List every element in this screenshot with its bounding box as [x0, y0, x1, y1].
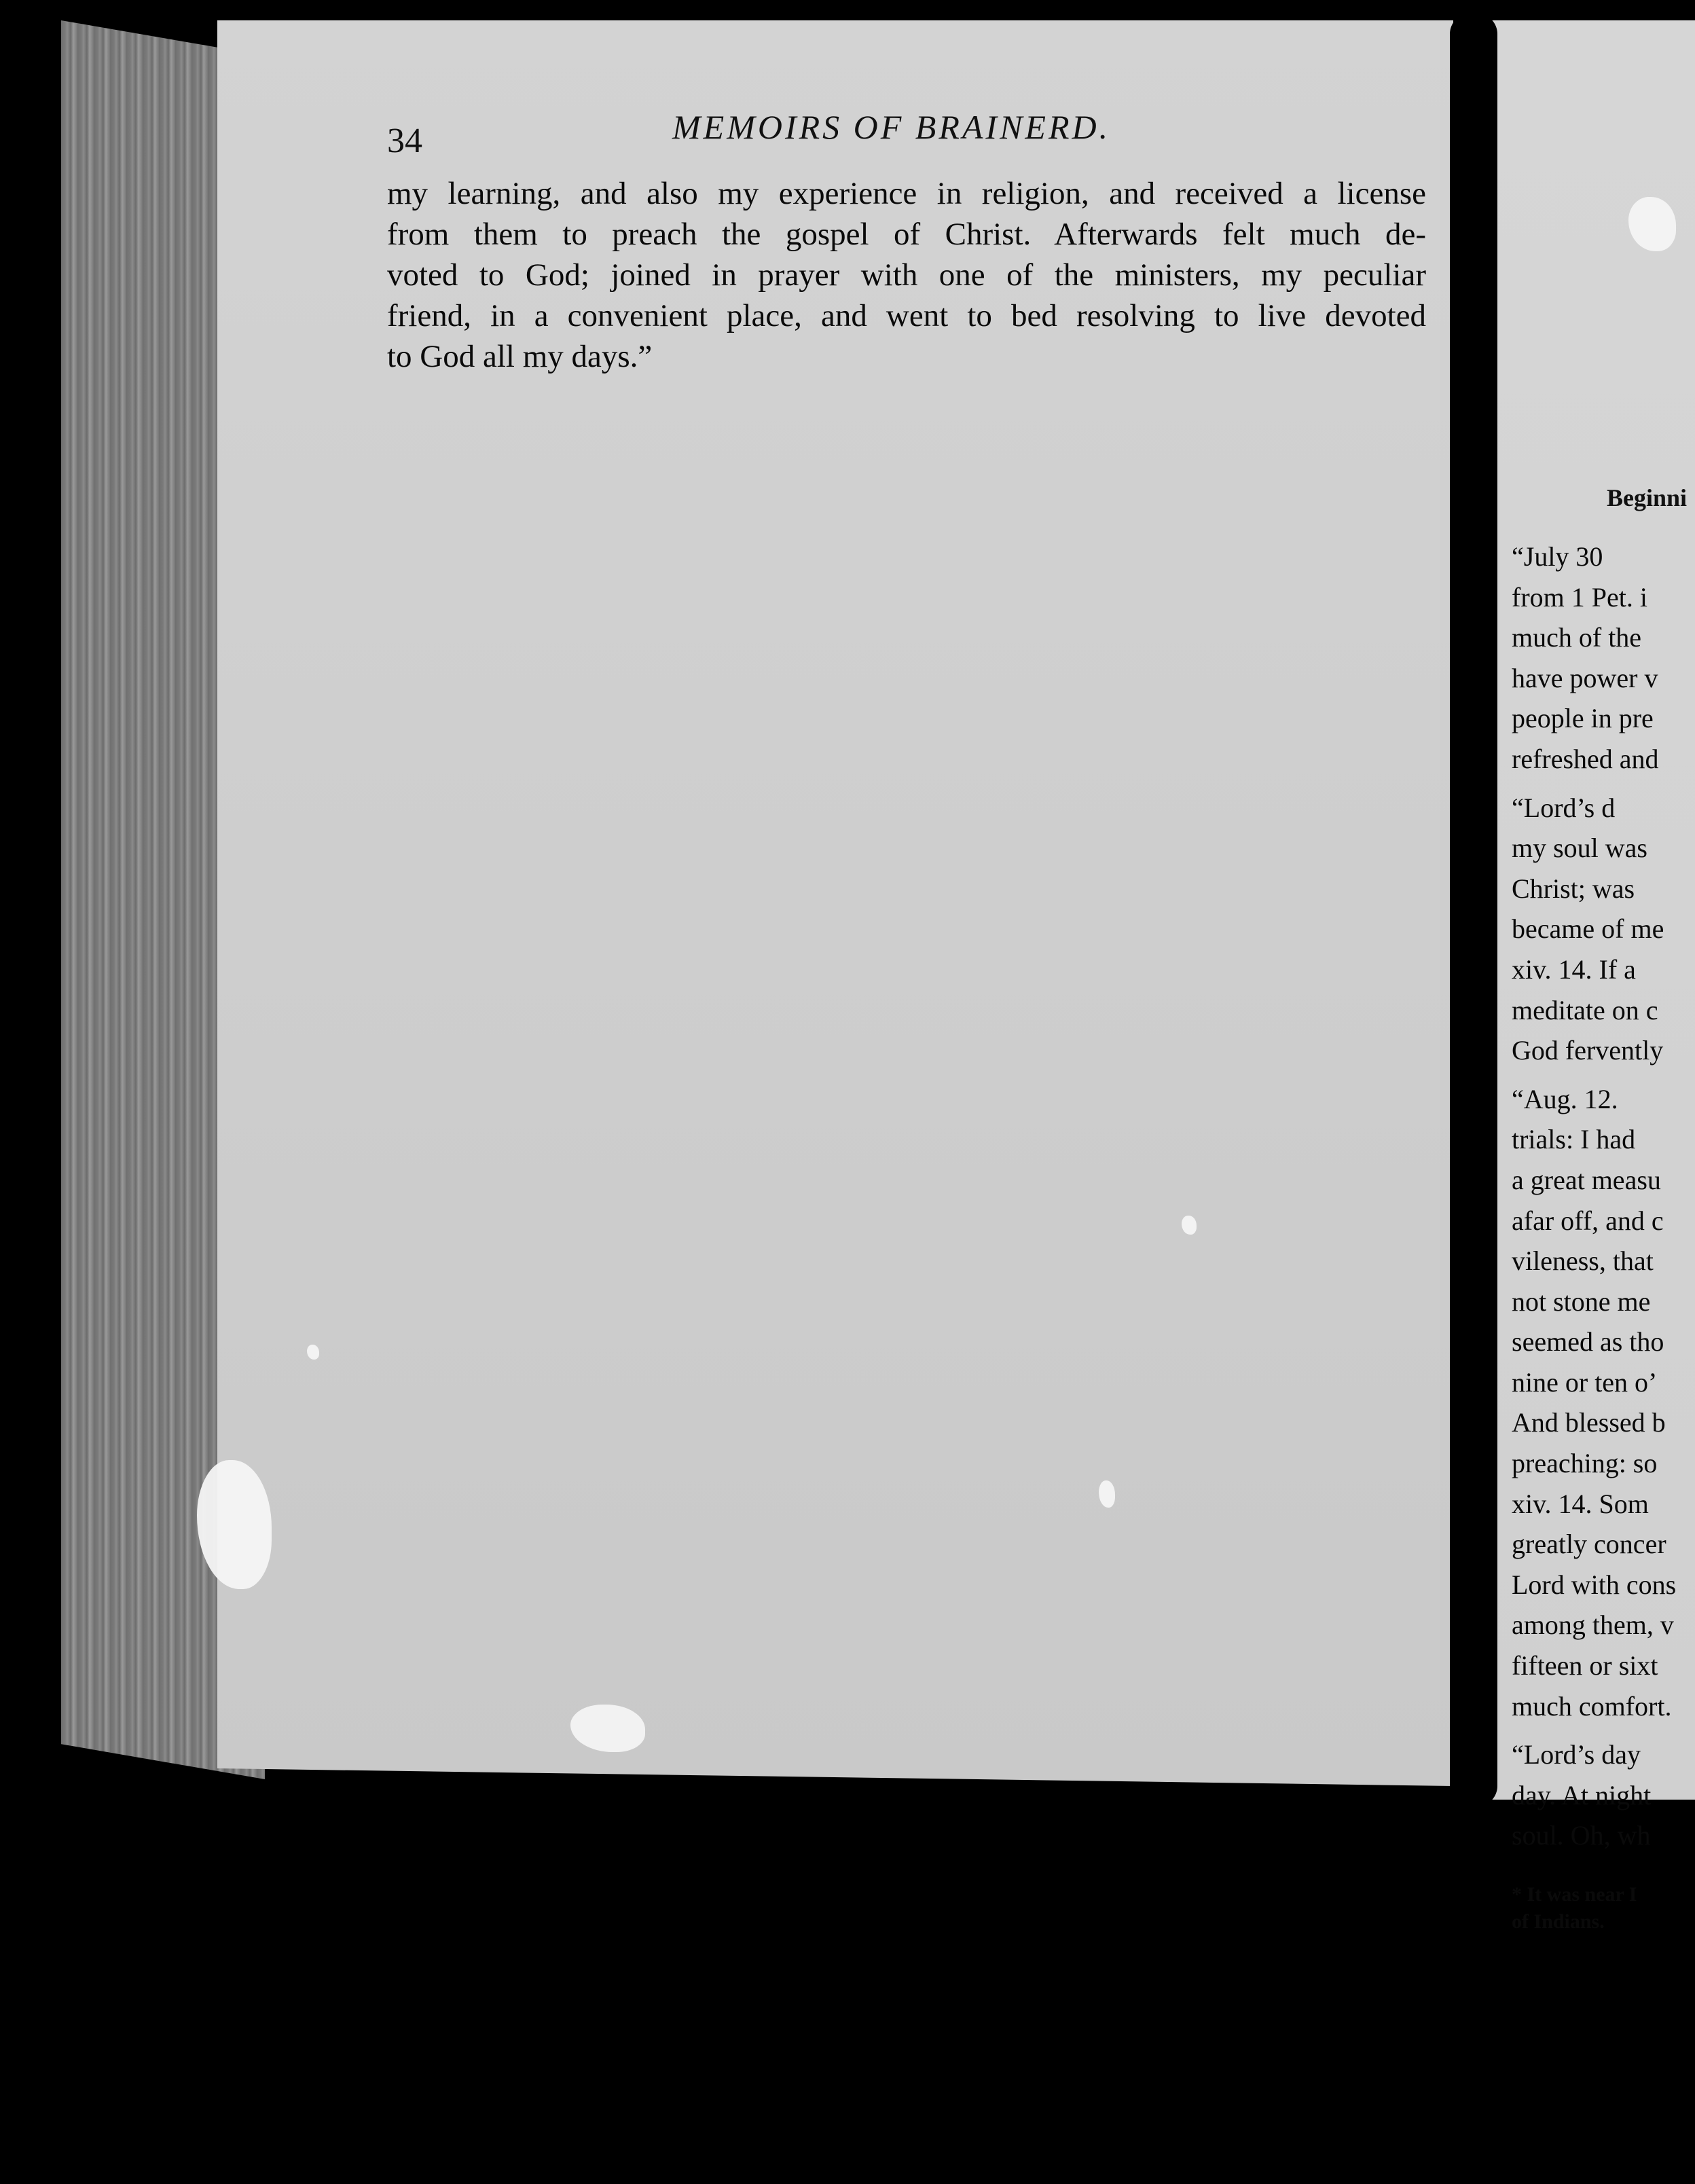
text-line: day. At night [1512, 1779, 1652, 1810]
running-title: MEMOIRS OF BRAINERD. [672, 108, 1111, 146]
text-line: trials: I had [1512, 1124, 1636, 1155]
text-line: soul. Oh, wh [1512, 1820, 1651, 1851]
text-line: friend, in a convenient place, and went to bed resolving to live devoted [387, 298, 1426, 333]
text-line: And blessed b [1512, 1407, 1666, 1438]
text-line: people in pre [1512, 703, 1654, 734]
text-line: seemed as tho [1512, 1326, 1664, 1358]
text-line: xiv. 14. If a [1512, 953, 1636, 985]
text-line: Lord with cons [1512, 1569, 1677, 1600]
page-number: 34 [387, 122, 422, 160]
text-line: meditate on c [1512, 994, 1658, 1025]
text-line: vileness, that [1512, 1245, 1654, 1277]
scan-blemish [1099, 1480, 1115, 1508]
text-line: Christ; was [1512, 873, 1635, 904]
text-line: preaching: so [1512, 1448, 1658, 1479]
body-paragraph [387, 173, 1426, 377]
text-line: to God all my days.” [387, 339, 653, 374]
text-line: among them, v [1512, 1609, 1674, 1641]
scan-blemish [1182, 1216, 1197, 1235]
text-line: “Aug. 12. [1512, 1083, 1618, 1114]
text-line: from them to preach the gospel of Christ. Afterwards felt much de- [387, 217, 1426, 252]
text-line: my learning, and also my experience in religion, and received a license [387, 176, 1426, 211]
footnote-line: of Indians. [1512, 1910, 1605, 1933]
text-line: xiv. 14. Som [1512, 1488, 1649, 1519]
text-line: God fervently [1512, 1035, 1664, 1066]
text-line: “Lord’s day [1512, 1739, 1641, 1770]
text-line: a great measu [1512, 1164, 1661, 1195]
text-line: refreshed and [1512, 743, 1659, 774]
text-line: have power v [1512, 662, 1658, 693]
book-gutter [1450, 14, 1497, 1806]
scan-blemish [307, 1345, 319, 1360]
text-line: voted to God; joined in prayer with one of the ministers, my peculiar [387, 257, 1426, 293]
text-line: “July 30 [1512, 541, 1603, 572]
text-line: from 1 Pet. i [1512, 581, 1647, 613]
text-line: not stone me [1512, 1286, 1651, 1317]
right-page-text [1512, 536, 1695, 1856]
footnote-line: * It was near I [1512, 1883, 1637, 1906]
footnote [1512, 1881, 1695, 1935]
right-page-heading: Beginni [1607, 484, 1688, 511]
page-header [387, 102, 1426, 163]
text-line: much comfort. [1512, 1690, 1672, 1722]
text-line: afar off, and c [1512, 1205, 1664, 1236]
text-line: my soul was [1512, 833, 1647, 864]
text-line: fifteen or sixt [1512, 1650, 1658, 1681]
text-line: much of the [1512, 622, 1642, 653]
text-line: became of me [1512, 913, 1664, 945]
text-line: greatly concer [1512, 1529, 1666, 1560]
text-line: nine or ten o’ [1512, 1366, 1658, 1398]
text-line: “Lord’s d [1512, 792, 1616, 823]
